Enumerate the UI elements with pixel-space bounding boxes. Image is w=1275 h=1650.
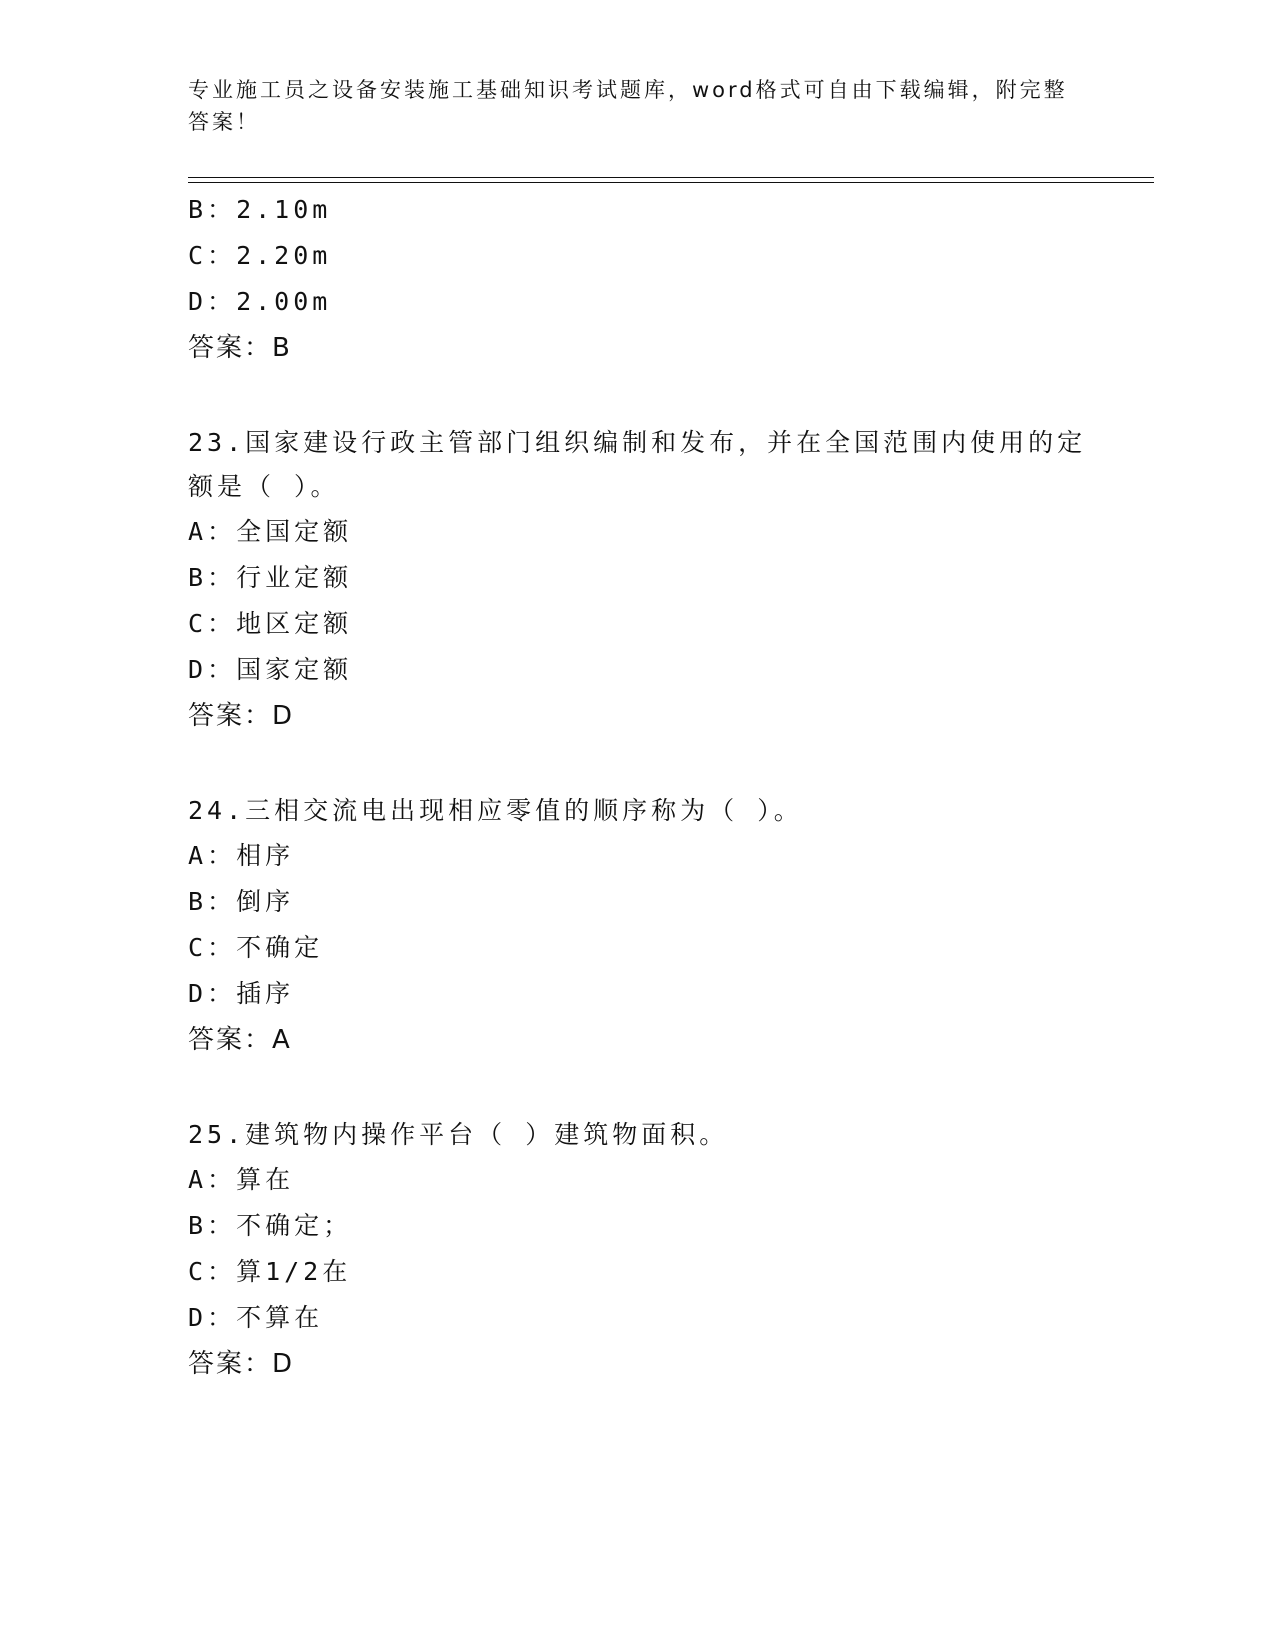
answer: 答案：B — [188, 333, 292, 363]
document-body — [188, 187, 1088, 1387]
option-c: C：2.20m — [188, 241, 332, 270]
option-d: D：2.00m — [188, 287, 332, 316]
question-25 — [188, 1113, 1088, 1387]
question-24 — [188, 789, 1088, 1063]
option-b: B：行业定额 — [188, 563, 353, 592]
question-23 — [188, 421, 1088, 739]
option-c: C：地区定额 — [188, 609, 353, 638]
header-rule-top — [188, 177, 1154, 178]
question-text: 24.三相交流电出现相应零值的顺序称为（ ）。 — [188, 796, 803, 825]
option-c: C：不确定 — [188, 933, 324, 962]
option-b: B：2.10m — [188, 195, 332, 224]
header-rule-bottom — [188, 182, 1154, 183]
question-22-continued — [188, 187, 1088, 371]
option-d: D：插序 — [188, 979, 295, 1008]
option-d: D：不算在 — [188, 1303, 324, 1332]
option-b: B：倒序 — [188, 887, 295, 916]
option-c: C：算1/2在 — [188, 1257, 352, 1286]
option-b: B：不确定； — [188, 1211, 353, 1240]
option-a: A：全国定额 — [188, 517, 353, 546]
answer: 答案：D — [188, 1349, 295, 1379]
option-d: D：国家定额 — [188, 655, 353, 684]
answer: 答案：A — [188, 1025, 292, 1055]
question-text: 25.建筑物内操作平台（ ）建筑物面积。 — [188, 1120, 729, 1149]
answer: 答案：D — [188, 701, 295, 731]
document-header: 专业施工员之设备安装施工基础知识考试题库，word格式可自由下载编辑，附完整答案！ — [188, 78, 1068, 134]
option-a: A：算在 — [188, 1165, 295, 1194]
question-text: 23.国家建设行政主管部门组织编制和发布，并在全国范围内使用的定额是（ ）。 — [188, 428, 1087, 501]
option-a: A：相序 — [188, 841, 295, 870]
